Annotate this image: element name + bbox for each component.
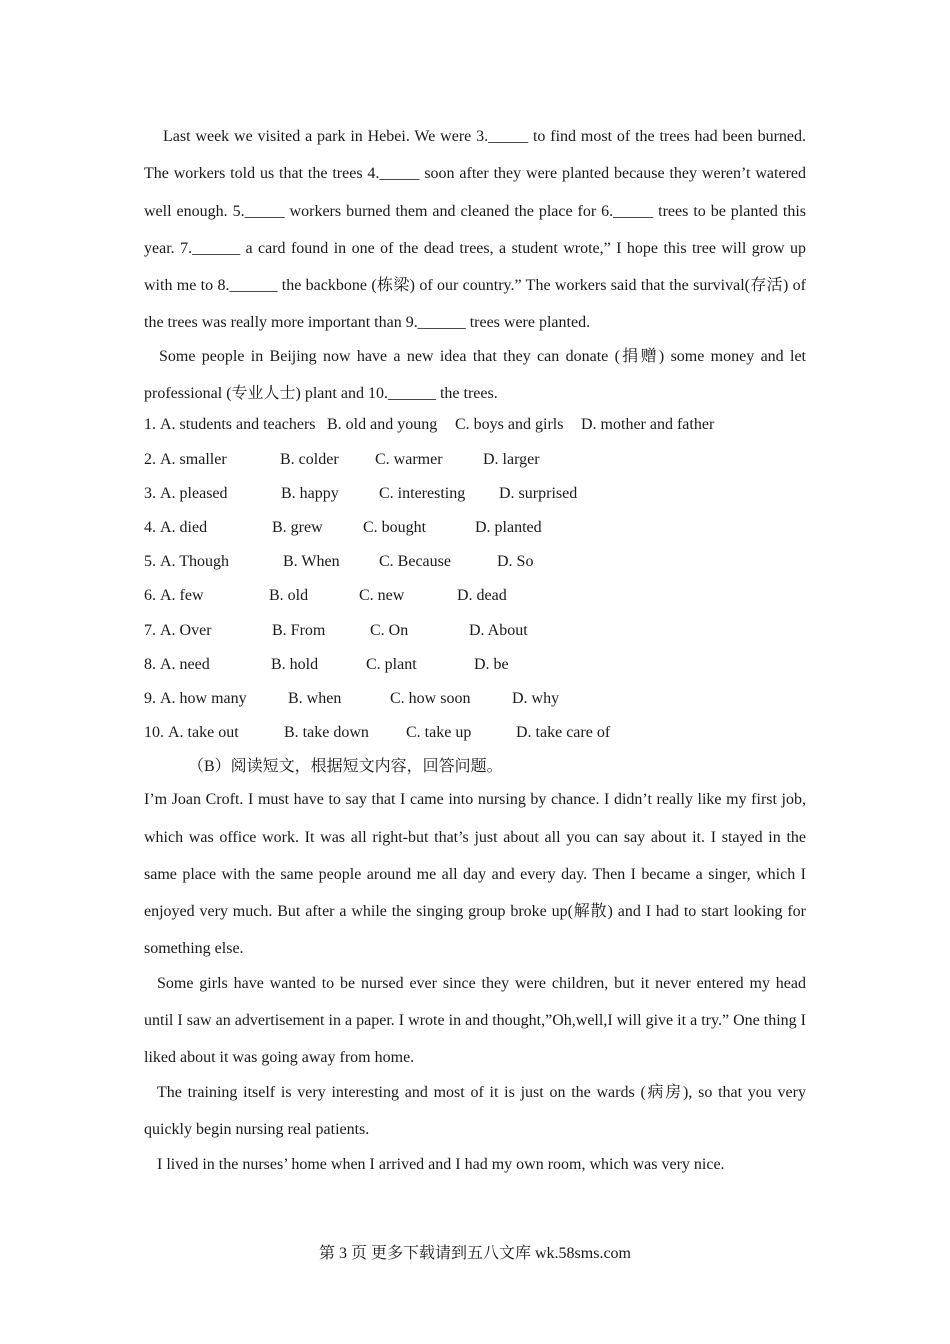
page-footer: 第 3 页 更多下载请到五八文库 wk.58sms.com xyxy=(318,1245,631,1262)
option-a: A. few xyxy=(160,587,204,605)
passage-a-paragraph-1: Last week we visited a park in Hebei. We were 3._____ to find most of the trees had been burned. The workers told us that the trees 4._____ soon after they were planted because they weren’t watered well enough. 5._____ workers burned them and cleaned the place for 6._____ trees to be planted this year. 7.______ a card found in one of the dead trees, a student wrote,” I hope this tree will grow up with me to 8.______ the backbone (栋梁) of our country.” The workers said that the survival(存活) of the trees was really more important than 9.______ trees were planted. xyxy=(144,128,806,332)
option-a: A. students and teachers xyxy=(160,416,316,434)
option-a: A. take out xyxy=(168,724,239,742)
option-c: C. new xyxy=(359,587,405,605)
page-content xyxy=(144,118,806,1182)
option-number: 4. xyxy=(144,518,156,536)
option-a: A. died xyxy=(160,518,208,536)
option-d: D. be xyxy=(474,655,509,673)
option-d: D. why xyxy=(512,689,560,707)
section-b-paragraph-1: I’m Joan Croft. I must have to say that I came into nursing by chance. I didn’t really like my first job, which was office work. It was all right-but that’s just about all you can say about it. I stayed in the same place with the same people around me all day and every day. Then I became a singer, which I enjoyed very much. But after a while the singing group broke up(解散) and I had to start looking for something else. xyxy=(144,791,806,958)
option-c: C. take up xyxy=(406,724,472,742)
option-b: B. colder xyxy=(280,450,339,468)
option-d: D. mother and father xyxy=(581,416,715,434)
passage-a-paragraph-2: Some people in Beijing now have a new idea that they can donate (捐赠) some money and let professional (专业人士) plant and 10.______ the trees. xyxy=(144,347,806,403)
option-c: C. boys and girls xyxy=(455,416,564,434)
option-number: 1. xyxy=(144,416,156,434)
option-d: D. take care of xyxy=(516,724,611,742)
option-b: B. take down xyxy=(284,724,369,742)
option-b: B. when xyxy=(288,689,342,707)
option-d: D. About xyxy=(469,621,528,639)
option-c: C. how soon xyxy=(390,689,471,707)
option-c: C. bought xyxy=(363,518,427,536)
option-b: B. From xyxy=(272,621,326,639)
option-row-8 xyxy=(144,648,806,682)
option-number: 10. xyxy=(144,724,164,742)
section-b-paragraph-3: The training itself is very interesting and most of it is just on the wards (病房), so that you very quickly begin nursing real patients. xyxy=(144,1083,806,1138)
option-row-7 xyxy=(144,614,806,648)
option-a: A. smaller xyxy=(160,450,227,468)
option-row-1 xyxy=(144,408,806,442)
option-a: A. how many xyxy=(160,689,247,707)
option-row-9 xyxy=(144,682,806,716)
section-b-paragraph-4: I lived in the nurses’ home when I arrived and I had my own room, which was very nice. xyxy=(157,1156,725,1174)
option-number: 8. xyxy=(144,655,156,673)
option-b: B. hold xyxy=(271,655,319,673)
option-row-3 xyxy=(144,477,806,511)
option-c: C. On xyxy=(370,621,409,639)
options-list xyxy=(144,408,806,750)
option-d: D. surprised xyxy=(499,484,578,502)
option-number: 5. xyxy=(144,553,156,571)
option-a: A. pleased xyxy=(160,484,228,502)
option-row-6 xyxy=(144,579,806,613)
option-a: A. need xyxy=(160,655,210,673)
option-row-2 xyxy=(144,443,806,477)
option-d: D. dead xyxy=(457,587,507,605)
option-number: 9. xyxy=(144,689,156,707)
option-c: C. plant xyxy=(366,655,417,673)
option-a: A. Over xyxy=(160,621,212,639)
option-number: 3. xyxy=(144,484,156,502)
option-row-10 xyxy=(144,716,806,750)
section-b-heading: （B）阅读短文，根据短文内容，回答问题。 xyxy=(188,758,503,776)
option-b: B. happy xyxy=(281,484,339,502)
option-b: B. When xyxy=(283,553,340,571)
option-number: 6. xyxy=(144,587,156,605)
option-c: C. Because xyxy=(379,553,451,571)
option-b: B. old and young xyxy=(327,416,438,434)
option-row-5 xyxy=(144,545,806,579)
option-number: 7. xyxy=(144,621,156,639)
section-b-paragraph-2: Some girls have wanted to be nursed ever since they were children, but it never entered my head until I saw an advertisement in a paper. I wrote in and thought,”Oh,well,I will give it a try.” One thing I liked about it was going away from home. xyxy=(144,974,806,1067)
option-number: 2. xyxy=(144,450,156,468)
option-d: D. So xyxy=(497,553,534,571)
option-d: D. larger xyxy=(483,450,540,468)
option-c: C. warmer xyxy=(375,450,443,468)
option-b: B. old xyxy=(269,587,309,605)
option-b: B. grew xyxy=(272,518,323,536)
option-a: A. Though xyxy=(160,553,230,571)
option-row-4 xyxy=(144,511,806,545)
option-c: C. interesting xyxy=(379,484,466,502)
option-d: D. planted xyxy=(475,518,542,536)
